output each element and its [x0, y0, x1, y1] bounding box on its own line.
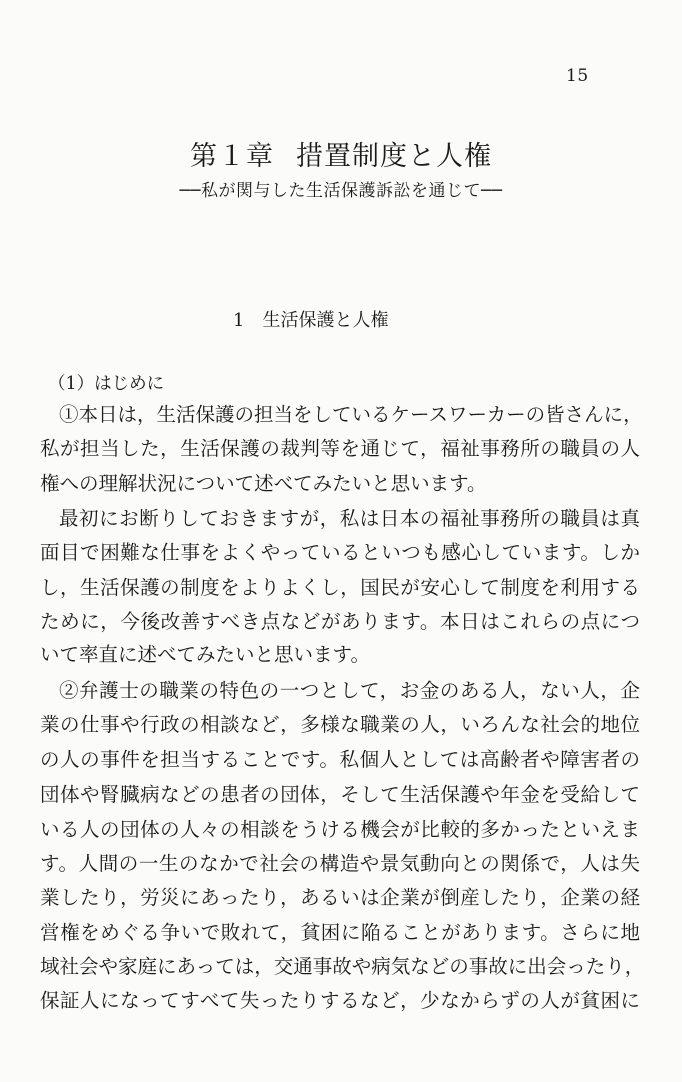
- chapter-subtitle: ──私が関与した生活保護訴訟を通じて──: [179, 181, 503, 201]
- text-line: し，生活保護の制度をよりよくし，国民が安心して制度を利用する: [40, 576, 640, 599]
- text-line: 団体や腎臓病などの患者の団体，そして生活保護や年金を受給して: [40, 783, 640, 806]
- text-line: す。人間の一生のなかで社会の構造や景気動向との関係で，人は失: [40, 852, 640, 875]
- section-number: 1: [233, 310, 245, 331]
- text-line: 面目で困難な仕事をよくやっているといつも感心しています。しか: [40, 541, 640, 564]
- text-line: いて率直に述べてみたいと思います。: [40, 643, 370, 666]
- text-line: 営権をめぐる争いで敗れて，貧困に陥ることがあります。さらに地: [40, 921, 640, 944]
- text-line: 最初にお断りしておきますが，私は日本の福祉事務所の職員は真: [59, 507, 640, 530]
- section-title-text: 生活保護と人権: [262, 310, 389, 331]
- text-line: 業したり，労災にあったり，あるいは企業が倒産したり，企業の経: [40, 886, 640, 909]
- text-line: 権への理解状況について述べてみたいと思います。: [40, 472, 487, 495]
- subsection-title: （1）はじめに: [48, 374, 165, 394]
- chapter-title: [0, 134, 682, 173]
- text-line: 業の仕事や行政の相談など，多様な職業の人，いろんな社会的地位: [40, 713, 640, 736]
- text-line: ために，今後改善すべき点などがあります。本日はこれらの点につ: [40, 610, 640, 633]
- text-line: いる人の団体の人々の相談をうける機会が比較的多かったといえま: [40, 818, 640, 841]
- text-line: 保証人になってすべて失ったりするなど，少なからずの人が貧困に: [40, 989, 640, 1012]
- text-line: の人の事件を担当することです。私個人としては高齢者や障害者の: [40, 748, 640, 771]
- chapter-title-text: 措置制度と人権: [296, 141, 492, 172]
- text-line: 域社会や家庭にあっては，交通事故や病気などの事故に出会ったり，: [40, 955, 645, 978]
- chapter-number: 第１章: [190, 141, 274, 172]
- section-title: [233, 306, 388, 332]
- text-line: ①本日は，生活保護の担当をしているケースワーカーの皆さんに，: [59, 403, 643, 426]
- page-number: 15: [566, 66, 589, 86]
- text-line: 私が担当した，生活保護の裁判等を通じて，福祉事務所の職員の人: [40, 437, 640, 460]
- text-line: ②弁護士の職業の特色の一つとして，お金のある人，ない人，企: [59, 679, 640, 702]
